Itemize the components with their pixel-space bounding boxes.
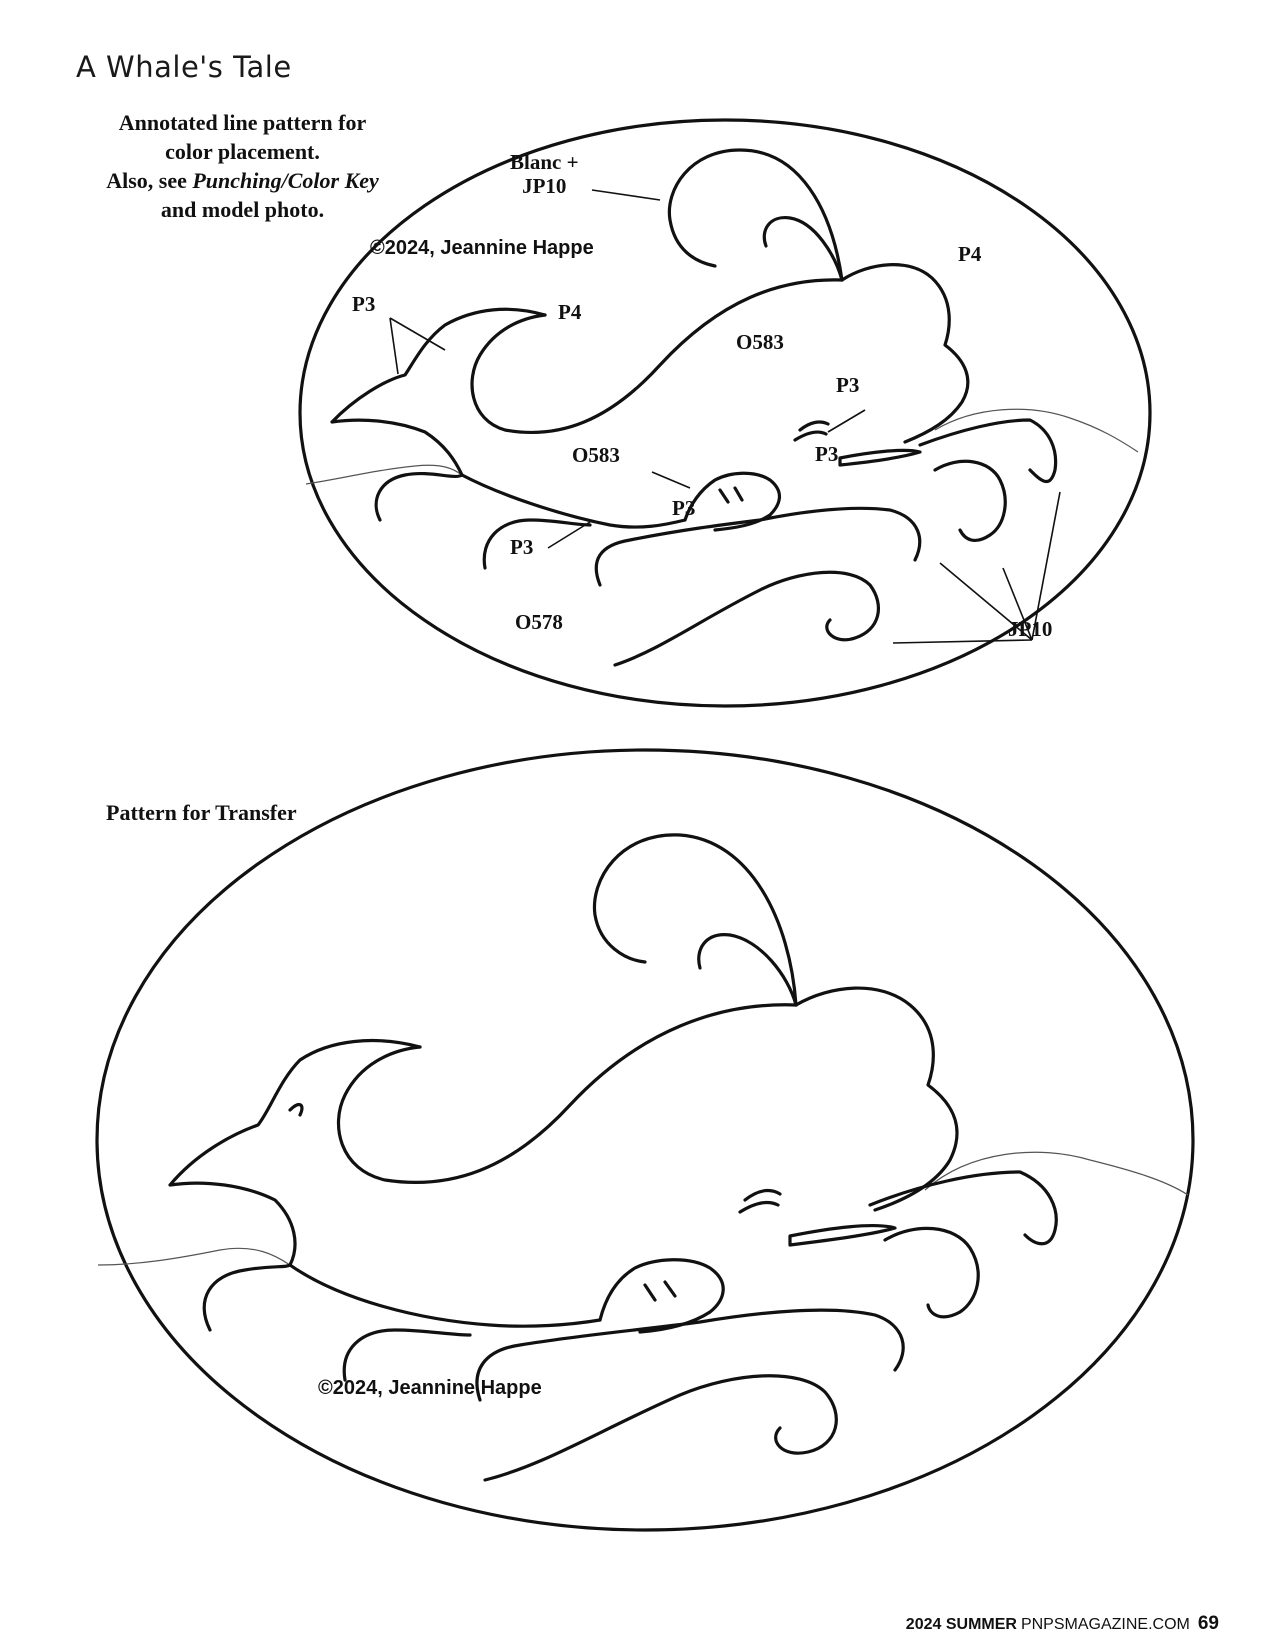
annotated-whale-eye-lid xyxy=(795,432,826,440)
label-o583-mouth: O583 xyxy=(572,443,620,467)
punching-color-key-reference: Punching/Color Key xyxy=(192,168,379,193)
transfer-whale-belly xyxy=(290,1265,600,1326)
transfer-water-line-right xyxy=(925,1152,1188,1195)
annotated-wave-right xyxy=(920,420,1056,482)
label-p3-lower: P3 xyxy=(510,535,534,559)
annotated-whale-tail-fluke xyxy=(332,309,545,475)
arrow-p3-eye xyxy=(828,410,865,432)
annotated-whale-back xyxy=(472,280,842,433)
annotated-wave-bottom xyxy=(615,572,878,665)
footer-season: 2024 SUMMER xyxy=(905,1616,1017,1633)
label-p3-tail: P3 xyxy=(352,292,376,316)
transfer-water-line xyxy=(98,1248,290,1265)
intro-line-4: and model photo. xyxy=(160,197,325,222)
annotated-wave-lower xyxy=(596,508,919,585)
label-o578: O578 xyxy=(515,610,563,634)
annotated-spout xyxy=(669,150,842,280)
transfer-wave-left xyxy=(204,1265,290,1330)
annotated-wave-right-2 xyxy=(935,461,1005,540)
transfer-whale-mouth-crease xyxy=(645,1282,675,1300)
intro-line-2: color placement. xyxy=(165,139,320,164)
annotated-wave-middle xyxy=(484,520,590,568)
transfer-whale-eye xyxy=(745,1191,780,1200)
arrow-o583-mouth xyxy=(652,472,690,488)
transfer-spout-inner xyxy=(699,935,796,1005)
section-label-transfer: Pattern for Transfer xyxy=(106,800,297,825)
label-p3-mouth: P3 xyxy=(815,442,839,466)
annotated-whale-eye xyxy=(800,422,828,430)
arrow-p3-tail-2 xyxy=(390,318,398,374)
label-o583-body: O583 xyxy=(736,330,784,354)
transfer-whale-head xyxy=(796,988,957,1210)
transfer-pattern xyxy=(97,750,1193,1530)
transfer-whale-tail-fluke xyxy=(170,1041,420,1265)
arrow-p3-lower xyxy=(548,522,590,548)
transfer-whale-jaw xyxy=(790,1226,895,1245)
transfer-oval-frame xyxy=(97,750,1193,1530)
transfer-spout xyxy=(594,835,796,1005)
annotated-whale-mouth-crease xyxy=(720,488,742,502)
transfer-whale-tail-mark xyxy=(290,1105,302,1115)
annotated-wave-left xyxy=(376,474,462,520)
intro-line-1: Annotated line pattern for xyxy=(118,110,367,135)
page-title: A Whale's Tale xyxy=(76,50,292,84)
transfer-whale-back xyxy=(338,1005,796,1183)
label-blanc-line-2: JP10 xyxy=(522,174,567,198)
label-p3-eye: P3 xyxy=(836,373,860,397)
transfer-whale-eye-lid xyxy=(740,1202,778,1212)
label-p4-background-left: P4 xyxy=(558,300,582,324)
annotated-whale-belly xyxy=(462,475,685,527)
transfer-wave-middle xyxy=(344,1330,470,1380)
label-p3-chin: P3 xyxy=(672,496,696,520)
annotated-whale-jaw xyxy=(840,450,920,465)
page-footer xyxy=(906,1613,1219,1635)
page-number: 69 xyxy=(1197,1613,1219,1634)
transfer-wave-right-2 xyxy=(885,1228,978,1317)
copyright-transfer: ©2024, Jeannine Happe xyxy=(318,1377,542,1399)
annotated-whale-body xyxy=(842,265,968,442)
arrow-blanc xyxy=(592,190,660,200)
intro-line-3-prefix: Also, see xyxy=(106,168,193,193)
copyright-annotated: ©2024, Jeannine Happe xyxy=(370,237,594,259)
annotated-whale-chin xyxy=(685,473,779,530)
label-blanc-jp10 xyxy=(510,150,579,198)
label-jp10: JP10 xyxy=(1008,617,1053,641)
footer-site: PNPSMAGAZINE.COM xyxy=(1020,1616,1190,1633)
label-p4-background-right: P4 xyxy=(958,242,982,266)
label-blanc-line-1: Blanc + xyxy=(510,150,579,174)
